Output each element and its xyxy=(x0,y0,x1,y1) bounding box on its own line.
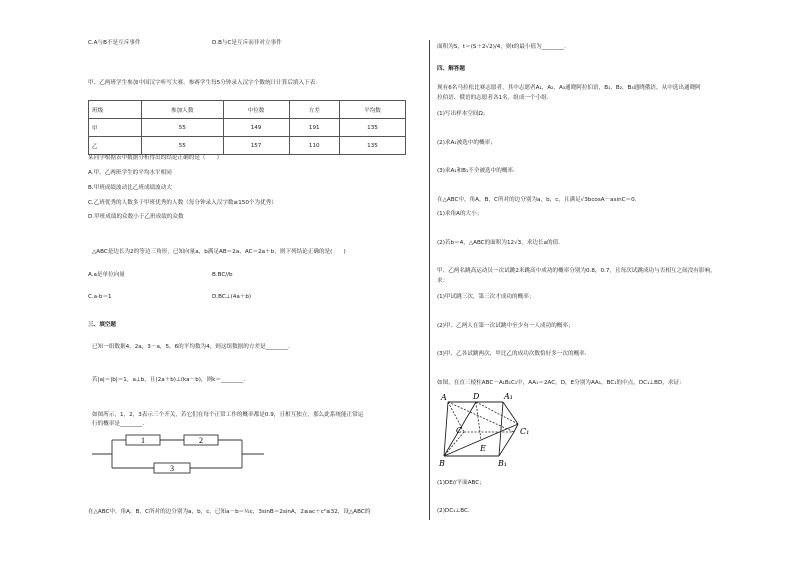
q3-part2: (2)甲、乙两人在第一次试跳中至少有一人成功的概率； xyxy=(437,323,574,329)
header-cell: 参加人数 xyxy=(142,101,224,119)
switch-label-3: 3 xyxy=(170,464,174,473)
label-C: C xyxy=(456,426,463,435)
fill-question-4-continued: 面积为S，t＝(S＋2√2)/4，则t的最小值为________. xyxy=(437,44,566,50)
option-d-prev: D.B与C是互斥而非对立事件 xyxy=(212,40,282,46)
label-B1: B₁ xyxy=(498,459,508,468)
triangle-option-c: C.a·b＝1 xyxy=(88,294,112,300)
table-cell: 55 xyxy=(142,119,224,137)
typing-question: 某同学根据表中数据分析得出的结论正确的是（ ） xyxy=(88,155,223,161)
q1-part2: (2)求A₁被选中的概率； xyxy=(437,140,496,146)
table-cell: 149 xyxy=(223,119,289,137)
q2-part2: (2)若b＝4，△ABC的面积为12√3，求边长a的值． xyxy=(437,240,564,246)
q3-stem-line2: 求： xyxy=(437,278,449,284)
header-cell: 方差 xyxy=(289,101,339,119)
switch-label-1: 1 xyxy=(141,436,145,445)
q1-part1: (1)写出样本空间Ω； xyxy=(437,111,489,117)
typing-option-a: A.甲、乙两班学生的平均水平相同 xyxy=(88,170,172,176)
q1-stem-line2: 拉伯语、俄语的志愿者各1名，组成一个小组． xyxy=(437,95,553,101)
typing-question-stem: 甲、乙两班学生参加中国汉字听写大赛，参赛学生每5分钟录入汉字个数统计计算后填入下表： xyxy=(88,80,321,86)
fill-question-3-line2: 行的概率是________. xyxy=(92,421,145,427)
switch-label-2: 2 xyxy=(199,436,203,445)
fill-question-3-line1: 如图所示，1，2，3表示三个开关，若它们在每个正常工作的概率都是0.9，且相互独立，那么此系统能正常运 xyxy=(92,412,364,418)
triangle-option-d: D.BC⊥(4a＋b) xyxy=(212,294,252,300)
table-cell: 135 xyxy=(339,137,405,155)
fill-question-1: 已知一组数据4，2a，3－a，5，6的平均数为4，则这组数据的方差是________. xyxy=(92,344,290,350)
table-cell: 55 xyxy=(142,137,224,155)
prism-figure xyxy=(436,388,536,470)
q2-part1: (1)求角A的大小； xyxy=(437,211,483,217)
table-header-row xyxy=(89,101,406,119)
typing-stats-table xyxy=(88,100,406,155)
section-fill-in-title: 三、填空题 xyxy=(88,322,116,328)
q4-part2: (2)DC₁⊥BC. xyxy=(437,508,470,514)
label-A1: A₁ xyxy=(504,392,513,401)
typing-option-d: D.甲班成绩的众数小于乙班成绩的众数 xyxy=(88,214,184,220)
table-cell: 157 xyxy=(223,137,289,155)
typing-option-b: B.甲班成绩波动比乙班成绩波动大 xyxy=(88,185,172,191)
option-c-prev: C.A与B不是互斥事件 xyxy=(88,40,141,46)
typing-option-c: C.乙班优秀的人数多于甲班优秀的人数（每分钟录入汉字数≥150个为优秀） xyxy=(88,200,277,206)
q1-stem-line1: 现有6名马拉松比赛志愿者，其中志愿者A₁，A₂，A₃通晓阿拉伯语，B₁，B₂，B₃通晓俄语，从中选出通晓阿 xyxy=(437,85,701,91)
header-cell: 平均数 xyxy=(339,101,405,119)
q2-stem: 在△ABC中，角A，B，C所对的边分别为a，b，c，且满足√3bcosA－asinC＝0． xyxy=(437,197,641,203)
label-A: A xyxy=(441,393,447,402)
table-cell: 191 xyxy=(289,119,339,137)
label-C1: C₁ xyxy=(520,427,530,436)
table-cell: 乙 xyxy=(89,137,142,155)
label-E: E xyxy=(480,444,486,453)
q3-part1: (1)甲试跳三次，第三次才成功的概率； xyxy=(437,294,535,300)
q1-part3: (3)求A₁和B₁不全被选中的概率． xyxy=(437,168,519,174)
section-answer-title: 四、解答题 xyxy=(437,66,465,72)
table-cell: 甲 xyxy=(89,119,142,137)
table-cell: 110 xyxy=(289,137,339,155)
header-cell: 班级 xyxy=(89,101,142,119)
label-B: B xyxy=(439,459,445,468)
triangle-option-a: A.a是单位向量 xyxy=(88,272,125,278)
q3-part3: (3)甲、乙各试跳两次，甲比乙的成功次数恰好多一次的概率． xyxy=(437,351,591,357)
column-divider xyxy=(429,40,430,520)
label-D: D xyxy=(473,392,480,401)
q3-stem-line1: 甲、乙两名跳高运动员一次试跳2米跳高中成功的概率分别为0.8，0.7，且每次试跳成功与否相互之间没有影响， xyxy=(437,268,716,274)
header-cell: 中位数 xyxy=(223,101,289,119)
switch-circuit-diagram xyxy=(92,432,272,478)
triangle-option-b: B.BC//b xyxy=(212,272,233,278)
q4-stem: 如图，在直三棱柱ABC－A₁B₁C₁中，AA₁＝2AC，D，E分别为AA₁，BC₁的中点，DC₁⊥BD，求证： xyxy=(437,380,685,386)
table-row xyxy=(89,137,406,155)
table-cell: 135 xyxy=(339,119,405,137)
q4-part1: (1)DE//平面ABC； xyxy=(437,480,485,486)
fill-question-4: 在△ABC中，角A，B，C所对的边分别为a，b，c，已知a－b＝½c，3sinB＝2sinA，2≤ac＋c²≤32，设△ABC的 xyxy=(88,509,371,515)
fill-question-2: 若|a|＝|b|＝1，a⊥b，且(2a＋b)⊥(ka－b)，则k＝________. xyxy=(92,377,246,383)
table-row xyxy=(89,119,406,137)
triangle-question-stem: △ABC是边长为2的等边三角形，已知向量a，b满足AB＝2a，AC＝2a＋b，则下列结论正确的是( ) xyxy=(92,249,346,255)
